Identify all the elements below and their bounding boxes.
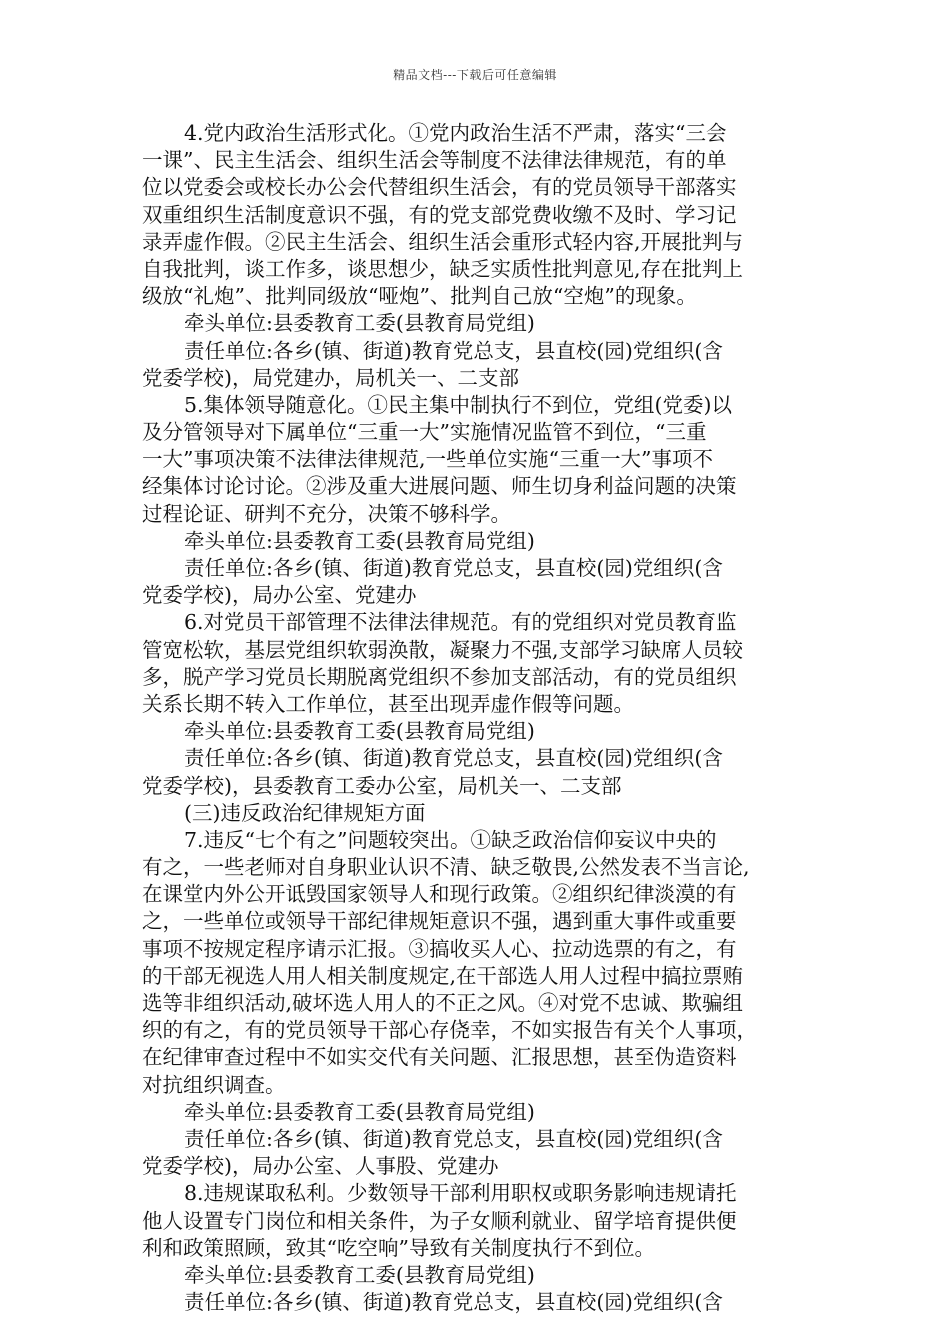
text-line: 6.对党员干部管理不法律法律规范。有的党组织对党员教育监 xyxy=(184,610,737,635)
text-line: 织的有之，有的党员领导干部心存侥幸，不如实报告有关个人事项， xyxy=(142,1018,757,1043)
text-line: 牵头单位:县委教育工委(县教育局党组) xyxy=(184,528,535,553)
text-line: 责任单位:各乡(镇、街道)教育党总支，县直校(园)党组织(含 xyxy=(184,1126,723,1151)
text-line: 7.违反“七个有之”问题较突出。①缺乏政治信仰妄议中央的 xyxy=(184,827,717,852)
text-line: 党委学校)，局办公室、人事股、党建办 xyxy=(142,1154,499,1179)
text-line: 关系长期不转入工作单位，甚至出现弄虚作假等问题。 xyxy=(142,691,634,716)
text-line: 录弄虚作假。②民主生活会、组织生活会重形式轻内容,开展批判与 xyxy=(142,229,744,254)
text-line: 过程论证、研判不充分，决策不够科学。 xyxy=(142,501,511,526)
text-line: 他人设置专门岗位和相关条件，为子女顺利就业、留学培育提供便 xyxy=(142,1208,737,1233)
document-body xyxy=(142,120,808,1316)
text-line: 位以党委会或校长办公会代替组织生活会，有的党员领导干部落实 xyxy=(142,175,737,200)
text-line: 8.违规谋取私利。少数领导干部利用职权或职务影响违规请托 xyxy=(184,1181,737,1206)
text-line: 之，一些单位或领导干部纪律规矩意识不强，遇到重大事件或重要 xyxy=(142,909,737,934)
text-line: 级放“礼炮”、批判同级放“哑炮”、批判自己放“空炮”的现象。 xyxy=(142,284,697,309)
text-line: 党委学校)，县委教育工委办公室，局机关一、二支部 xyxy=(142,773,622,798)
text-line: 事项不按规定程序请示汇报。③搞收买人心、拉动选票的有之，有 xyxy=(142,936,737,961)
text-line: (三)违反政治纪律规矩方面 xyxy=(184,800,426,825)
text-line: 一大”事项决策不法律法律规范,一些单位实施“三重一大”事项不 xyxy=(142,447,713,472)
text-line: 双重组织生活制度意识不强，有的党支部党费收缴不及时、学习记 xyxy=(142,202,737,227)
text-line: 5.集体领导随意化。①民主集中制执行不到位，党组(党委)以 xyxy=(184,392,733,417)
text-line: 4.党内政治生活形式化。①党内政治生活不严肃，落实“三会 xyxy=(184,121,727,145)
text-line: 及分管领导对下属单位“三重一大”实施情况监管不到位，“三重 xyxy=(142,420,707,445)
text-line: 牵头单位:县委教育工委(县教育局党组) xyxy=(184,1099,535,1124)
text-line: 多，脱产学习党员长期脱离党组织不参加支部活动，有的党员组织 xyxy=(142,664,737,689)
text-line: 在课堂内外公开诋毁国家领导人和现行政策。②组织纪律淡漠的有 xyxy=(142,882,737,907)
text-line: 一课”、民主生活会、组织生活会等制度不法律法律规范，有的单 xyxy=(142,148,727,173)
text-line: 经集体讨论讨论。②涉及重大进展问题、师生切身利益问题的决策 xyxy=(142,474,737,499)
text-line: 牵头单位:县委教育工委(县教育局党组) xyxy=(184,311,535,336)
text-line: 牵头单位:县委教育工委(县教育局党组) xyxy=(184,719,535,744)
text-line: 对抗组织调查。 xyxy=(142,1072,286,1097)
page-header: 精品文档---下载后可任意编辑 xyxy=(393,68,557,82)
text-line: 选等非组织活动,破坏选人用人的不正之风。④对党不忠诚、欺骗组 xyxy=(142,991,744,1015)
text-line: 有之，一些老师对自身职业认识不清、缺乏敬畏,公然发表不当言论, xyxy=(142,855,750,880)
text-line: 利和政策照顾，致其“吃空响”导致有关制度执行不到位。 xyxy=(142,1235,655,1260)
text-line: 责任单位:各乡(镇、街道)教育党总支，县直校(园)党组织(含 xyxy=(184,338,723,363)
text-line: 责任单位:各乡(镇、街道)教育党总支，县直校(园)党组织(含 xyxy=(184,746,723,771)
text-line: 的干部无视选人用人相关制度规定,在干部选人用人过程中搞拉票贿 xyxy=(142,963,744,988)
text-line: 自我批判，谈工作多，谈思想少，缺乏实质性批判意见,存在批判上 xyxy=(142,256,744,281)
text-line: 管宽松软，基层党组织软弱涣散，凝聚力不强,支部学习缺席人员较 xyxy=(142,637,744,662)
text-line: 党委学校)，局办公室、党建办 xyxy=(142,583,417,608)
text-line: 责任单位:各乡(镇、街道)教育党总支，县直校(园)党组织(含 xyxy=(184,556,723,580)
text-line: 在纪律审查过程中不如实交代有关问题、汇报思想，甚至伪造资料 xyxy=(142,1045,737,1070)
text-line: 党委学校)，局党建办，局机关一、二支部 xyxy=(142,365,519,390)
text-line: 牵头单位:县委教育工委(县教育局党组) xyxy=(184,1262,535,1287)
text-line: 责任单位:各乡(镇、街道)教育党总支，县直校(园)党组织(含 xyxy=(184,1290,723,1315)
